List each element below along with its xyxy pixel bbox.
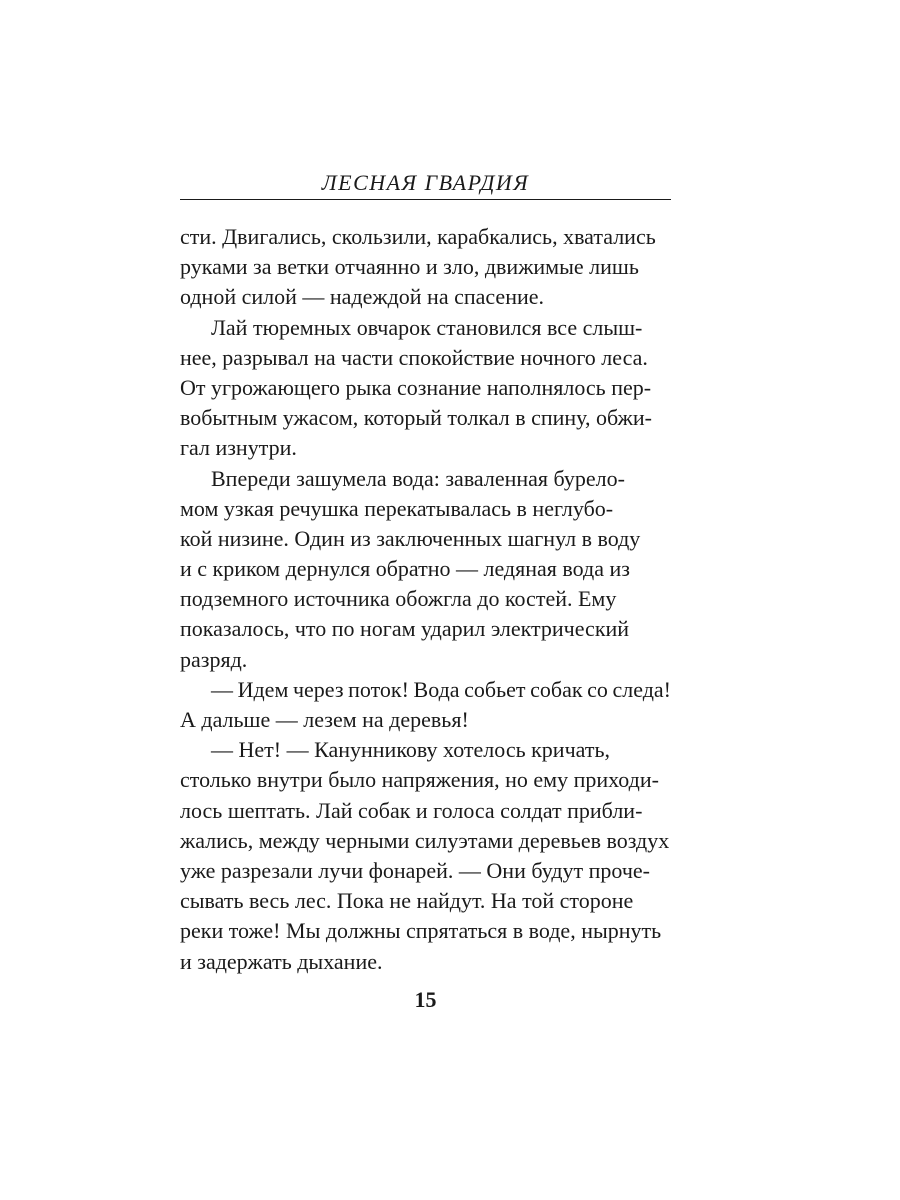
text-line: нее, разрывал на части спокойствие ночного леса. [180,344,648,370]
book-page [180,0,671,1200]
text-line: сывать весь лес. Пока не найдут. На той стороне [180,888,634,914]
text-line: мом узкая речушка перекатывалась в неглубо- [180,495,614,521]
text-line: и с криком дернулся обратно — ледяная вода из [180,556,630,582]
text-line: реки тоже! Мы должны спрятаться в воде, нырнуть [180,918,662,944]
text-line: подземного источника обожгла до костей. Ему [180,586,617,612]
text-line: кой низине. Один из заключенных шагнул в воду [180,525,641,551]
body-text [180,222,671,977]
text-line: От угрожающего рыка сознание наполнялось пер- [180,374,652,400]
text-line: разряд. [180,646,248,672]
text-line: руками за ветки отчаянно и зло, движимые лишь [180,254,639,280]
text-line: лось шептать. Лай собак и голоса солдат прибли- [180,797,643,823]
text-line: вобытным ужасом, который толкал в спину, обжи- [180,405,652,431]
text-line: уже разрезали лучи фонарей. — Они будут проче- [180,857,650,883]
text-line: Лай тюремных овчарок становился все слыш- [211,314,643,340]
text-line: жались, между черными силуэтами деревьев воздух [180,827,670,853]
text-line: Впереди зашумела вода: заваленная бурело- [211,465,625,491]
text-line: — Нет! — Канунникову хотелось кричать, [211,737,610,763]
text-line: и задержать дыхание. [180,948,383,974]
running-head: ЛЕСНАЯ ГВАРДИЯ [321,170,530,195]
text-line: А дальше — лезем на деревья! [180,707,469,732]
text-line: гал изнутри. [180,435,297,461]
text-line: показалось, что по ногам ударил электрический [180,616,630,642]
text-line: столько внутри было напряжения, но ему приходи- [180,767,659,793]
header-rule [180,199,671,200]
page-number: 15 [414,987,437,1012]
text-line: сти. Двигались, скользили, карабкались, хватались [180,224,656,249]
text-line: одной силой — надеждой на спасение. [180,284,545,310]
text-line: — Идем через поток! Вода собьет собак со следа! [211,676,671,702]
